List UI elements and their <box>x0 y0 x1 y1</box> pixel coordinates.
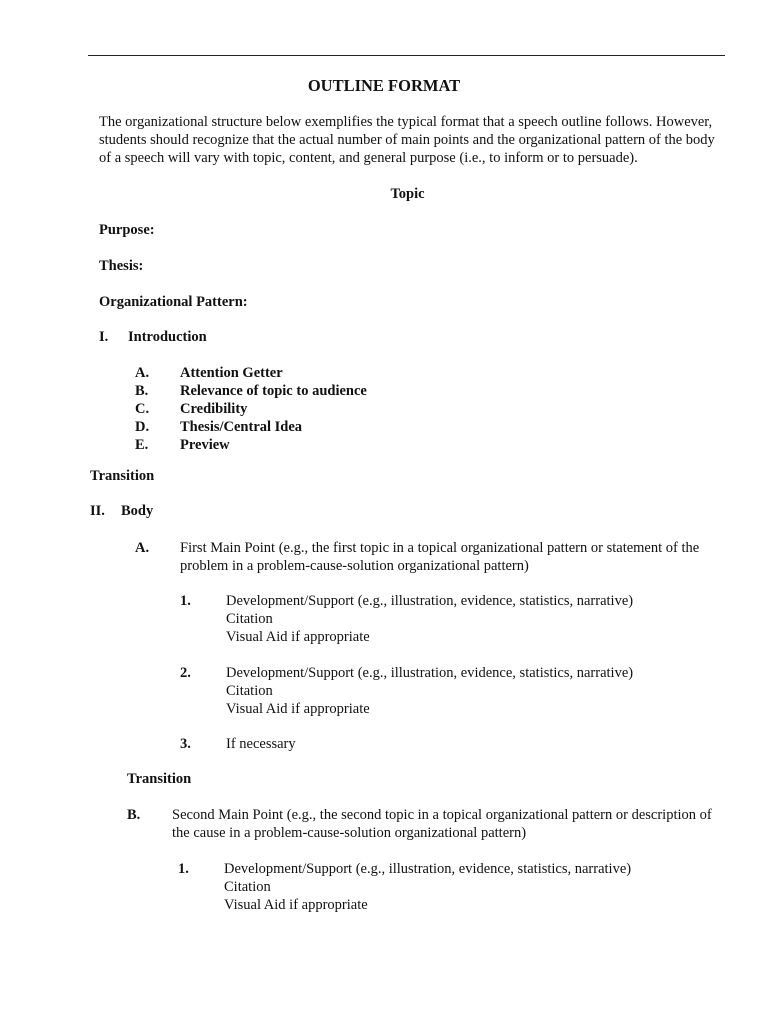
sub-point-line: Citation <box>226 683 273 699</box>
intro-item-letter: E. <box>135 437 149 453</box>
thesis-label: Thesis: <box>99 258 144 274</box>
org-pattern-label: Organizational Pattern: <box>99 294 248 310</box>
sub-point-number: 2. <box>180 665 191 681</box>
transition-label: Transition <box>127 771 192 787</box>
sub-point-line: Development/Support (e.g., illustration, evidence, statistics, narrative) <box>224 861 632 877</box>
sub-point-line: Visual Aid if appropriate <box>224 897 368 913</box>
top-rule <box>88 55 725 56</box>
intro-item-letter: C. <box>135 401 150 417</box>
main-point-text: First Main Point (e.g., the first topic in a topical organizational pattern or statement of the problem in a problem-cause-solution organizational pattern) <box>180 540 700 574</box>
sub-point-line: Visual Aid if appropriate <box>226 701 370 717</box>
main-point-letter: A. <box>135 540 150 556</box>
sub-point-number: 3. <box>180 736 191 752</box>
intro-item-letter: D. <box>135 419 150 435</box>
sub-point-line: Development/Support (e.g., illustration, evidence, statistics, narrative) <box>226 665 634 681</box>
sub-point-number: 1. <box>178 861 189 877</box>
section-heading-intro: Introduction <box>128 329 207 345</box>
intro-item-letter: A. <box>135 365 150 381</box>
intro-item-text: Relevance of topic to audience <box>180 383 367 399</box>
section-numeral-intro: I. <box>99 329 109 345</box>
sub-point-line: Development/Support (e.g., illustration, evidence, statistics, narrative) <box>226 593 634 609</box>
page-title: OUTLINE FORMAT <box>307 76 461 95</box>
section-heading-body: Body <box>121 503 154 519</box>
intro-item-text: Attention Getter <box>180 365 283 381</box>
intro-item-text: Thesis/Central Idea <box>180 419 303 435</box>
purpose-label: Purpose: <box>99 222 155 238</box>
sub-point-line: If necessary <box>226 736 296 752</box>
main-point-letter: B. <box>127 807 141 823</box>
intro-item-text: Credibility <box>180 401 248 417</box>
sub-point-number: 1. <box>180 593 191 609</box>
sub-point-line: Citation <box>226 611 273 627</box>
sub-point-line: Visual Aid if appropriate <box>226 629 370 645</box>
intro-paragraph: The organizational structure below exemplifies the typical format that a speech outline follows. However, students should recognize that the actual number of main points and the organizational pattern of the body of a speech will vary with topic, content, and general purpose (i.e., to inform or to persuade). <box>99 114 715 166</box>
transition-label: Transition <box>90 468 155 484</box>
intro-item-text: Preview <box>180 437 230 453</box>
section-numeral-body: II. <box>90 503 105 519</box>
topic-label: Topic <box>390 186 425 202</box>
intro-item-letter: B. <box>135 383 149 399</box>
sub-point-line: Citation <box>224 879 271 895</box>
main-point-text: Second Main Point (e.g., the second topic in a topical organizational pattern or description of the cause in a problem-cause-solution organizational pattern) <box>172 807 712 841</box>
